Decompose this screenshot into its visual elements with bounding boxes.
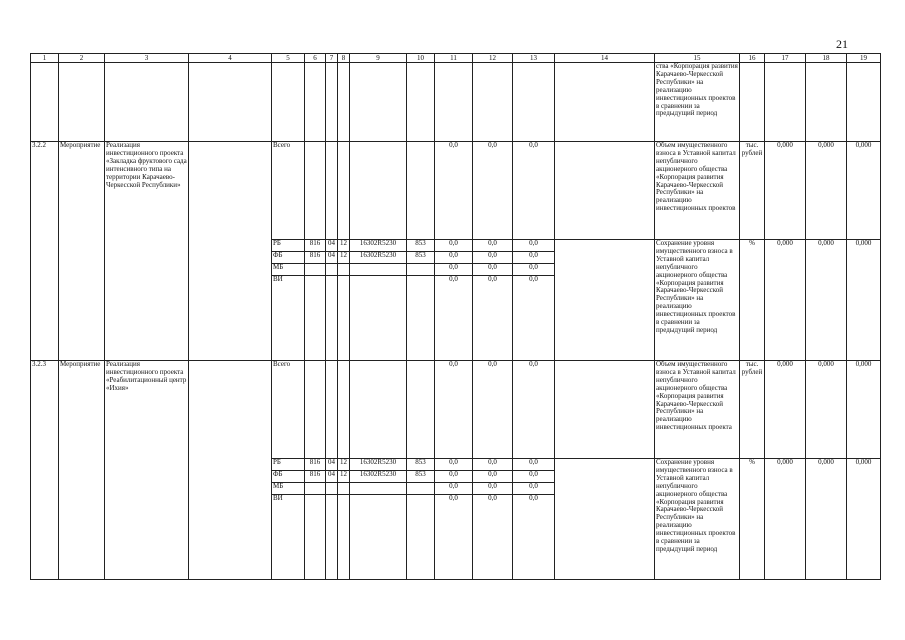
grbs-code: 816 bbox=[305, 459, 326, 471]
indicator-unit: тыс. рублей bbox=[740, 142, 765, 240]
vr-code bbox=[407, 142, 435, 240]
target-year-1: 0,000 bbox=[765, 459, 806, 580]
funding-source: ФБ bbox=[272, 471, 305, 483]
rz-code: 04 bbox=[326, 252, 338, 264]
item-executor bbox=[189, 361, 272, 580]
amount-year-1: 0,0 bbox=[435, 264, 473, 276]
item-code: 3.2.3 bbox=[31, 361, 59, 580]
funding-source: РБ bbox=[272, 459, 305, 471]
amount-year-3: 0,0 bbox=[513, 361, 555, 459]
item-code: 3.2.2 bbox=[31, 142, 59, 361]
pr-code bbox=[338, 495, 350, 580]
amount-year-2: 0,0 bbox=[473, 240, 513, 252]
column-number: 14 bbox=[555, 54, 655, 63]
item-name: Реализация инвестиционного проекта «Реабилитационный центр «Ихия» bbox=[105, 361, 189, 580]
vr-code: 853 bbox=[407, 459, 435, 471]
amount-year-1: 0,0 bbox=[435, 142, 473, 240]
amount-year-1: 0,0 bbox=[435, 459, 473, 471]
table-row bbox=[31, 142, 881, 240]
rz-code: 04 bbox=[326, 471, 338, 483]
column-number: 2 bbox=[59, 54, 105, 63]
amount-year-3: 0,0 bbox=[513, 459, 555, 471]
table-row bbox=[31, 361, 881, 459]
vr-code bbox=[407, 361, 435, 459]
amount-year-1: 0,0 bbox=[435, 361, 473, 459]
funding-source: МБ bbox=[272, 483, 305, 495]
item-executor bbox=[189, 142, 272, 361]
column-number: 6 bbox=[305, 54, 326, 63]
pr-code: 12 bbox=[338, 252, 350, 264]
csr-code bbox=[350, 276, 407, 361]
target-year-1: 0,000 bbox=[765, 142, 806, 240]
column-number: 8 bbox=[338, 54, 350, 63]
rz-code bbox=[326, 264, 338, 276]
csr-code: 16302R5230 bbox=[350, 240, 407, 252]
column-number: 7 bbox=[326, 54, 338, 63]
amount-year-2: 0,0 bbox=[473, 495, 513, 580]
column-number: 17 bbox=[765, 54, 806, 63]
column-number: 18 bbox=[806, 54, 847, 63]
vr-code bbox=[407, 483, 435, 495]
pr-code: 12 bbox=[338, 240, 350, 252]
amount-year-1: 0,0 bbox=[435, 495, 473, 580]
rz-code: 04 bbox=[326, 240, 338, 252]
funding-source: ВИ bbox=[272, 495, 305, 580]
vr-code: 853 bbox=[407, 471, 435, 483]
rz-code bbox=[326, 483, 338, 495]
csr-code bbox=[350, 361, 407, 459]
target-year-2: 0,000 bbox=[806, 240, 847, 361]
grbs-code: 816 bbox=[305, 252, 326, 264]
column-number: 15 bbox=[655, 54, 740, 63]
continuation-row bbox=[31, 63, 881, 142]
amount-year-2: 0,0 bbox=[473, 264, 513, 276]
column-number: 11 bbox=[435, 54, 473, 63]
csr-code: 16302R5230 bbox=[350, 252, 407, 264]
csr-code bbox=[350, 142, 407, 240]
grbs-code bbox=[305, 264, 326, 276]
target-year-3: 0,000 bbox=[847, 361, 881, 459]
grbs-code: 816 bbox=[305, 240, 326, 252]
indicator-name: Сохранение уровня имущественного взноса в Уставной капитал непубличного акционерного общества «Корпорация развития Карачаево-Черкесской Республики» на реализацию инвестиционных проектов в сравнении за предыдущий период bbox=[655, 240, 740, 361]
amount-year-1: 0,0 bbox=[435, 471, 473, 483]
target-year-3: 0,000 bbox=[847, 142, 881, 240]
column-number: 4 bbox=[189, 54, 272, 63]
csr-code bbox=[350, 495, 407, 580]
amount-year-1: 0,0 bbox=[435, 240, 473, 252]
csr-code: 16302R5230 bbox=[350, 471, 407, 483]
funding-source: РБ bbox=[272, 240, 305, 252]
funding-source: МБ bbox=[272, 264, 305, 276]
csr-code: 16302R5230 bbox=[350, 459, 407, 471]
csr-code bbox=[350, 483, 407, 495]
column-number: 12 bbox=[473, 54, 513, 63]
result-column bbox=[555, 240, 655, 361]
indicator-continuation: ства «Корпорация развития Карачаево-Черкесской Республики» на реализацию инвестиционных проектов в сравнении за предыдущий период bbox=[655, 63, 740, 142]
indicator-name: Объем имущественного взноса в Уставной капитал непубличного акционерного общества «Корпорация развития Карачаево-Черкесской Республики» на реализацию инвестиционных проекта bbox=[655, 361, 740, 459]
column-number: 3 bbox=[105, 54, 189, 63]
target-year-2: 0,000 bbox=[806, 459, 847, 580]
amount-year-3: 0,0 bbox=[513, 252, 555, 264]
pr-code bbox=[338, 276, 350, 361]
indicator-name: Сохранение уровня имущественного взноса в Уставной капитал непубличного акционерного общества «Корпорация развития Карачаево-Черкесской Республики» на реализацию инвестиционных проектов в сравнении за предыдущий период bbox=[655, 459, 740, 580]
rz-code bbox=[326, 142, 338, 240]
column-number: 19 bbox=[847, 54, 881, 63]
grbs-code bbox=[305, 361, 326, 459]
target-year-2: 0,000 bbox=[806, 142, 847, 240]
result-column bbox=[555, 459, 655, 580]
funding-source: ФБ bbox=[272, 252, 305, 264]
column-number-row bbox=[31, 54, 881, 63]
pr-code bbox=[338, 142, 350, 240]
amount-year-2: 0,0 bbox=[473, 252, 513, 264]
page-number: 21 bbox=[836, 37, 848, 51]
vr-code bbox=[407, 276, 435, 361]
funding-source: Всего bbox=[272, 142, 305, 240]
grbs-code bbox=[305, 276, 326, 361]
item-name: Реализация инвестиционного проекта «Закладка фруктового сада интенсивного типа на территории Карачаево-Черкесской Республики» bbox=[105, 142, 189, 361]
amount-year-2: 0,0 bbox=[473, 483, 513, 495]
column-number: 16 bbox=[740, 54, 765, 63]
target-year-1: 0,000 bbox=[765, 361, 806, 459]
amount-year-1: 0,0 bbox=[435, 252, 473, 264]
amount-year-1: 0,0 bbox=[435, 276, 473, 361]
rz-code: 04 bbox=[326, 459, 338, 471]
grbs-code: 816 bbox=[305, 471, 326, 483]
amount-year-3: 0,0 bbox=[513, 471, 555, 483]
pr-code: 12 bbox=[338, 459, 350, 471]
funding-source: Всего bbox=[272, 361, 305, 459]
column-number: 1 bbox=[31, 54, 59, 63]
pr-code bbox=[338, 361, 350, 459]
amount-year-3: 0,0 bbox=[513, 495, 555, 580]
column-number: 9 bbox=[350, 54, 407, 63]
grbs-code bbox=[305, 142, 326, 240]
target-year-3: 0,000 bbox=[847, 240, 881, 361]
rz-code bbox=[326, 276, 338, 361]
item-type: Мероприятие bbox=[59, 142, 105, 361]
indicator-name: Объем имущественного взноса в Уставной капитал непубличного акционерного общества «Корпорация развития Карачаево-Черкесской Республики» на реализацию инвестиционных проектов bbox=[655, 142, 740, 240]
vr-code: 853 bbox=[407, 240, 435, 252]
amount-year-3: 0,0 bbox=[513, 264, 555, 276]
vr-code: 853 bbox=[407, 252, 435, 264]
result-column bbox=[555, 142, 655, 240]
vr-code bbox=[407, 495, 435, 580]
amount-year-1: 0,0 bbox=[435, 483, 473, 495]
csr-code bbox=[350, 264, 407, 276]
program-table bbox=[30, 53, 881, 580]
result-column bbox=[555, 361, 655, 459]
amount-year-3: 0,0 bbox=[513, 483, 555, 495]
pr-code bbox=[338, 483, 350, 495]
indicator-unit: тыс. рублей bbox=[740, 361, 765, 459]
amount-year-3: 0,0 bbox=[513, 142, 555, 240]
indicator-unit: % bbox=[740, 240, 765, 361]
grbs-code bbox=[305, 495, 326, 580]
amount-year-2: 0,0 bbox=[473, 142, 513, 240]
target-year-2: 0,000 bbox=[806, 361, 847, 459]
rz-code bbox=[326, 361, 338, 459]
target-year-3: 0,000 bbox=[847, 459, 881, 580]
indicator-unit: % bbox=[740, 459, 765, 580]
amount-year-2: 0,0 bbox=[473, 276, 513, 361]
rz-code bbox=[326, 495, 338, 580]
funding-source: ВИ bbox=[272, 276, 305, 361]
pr-code: 12 bbox=[338, 471, 350, 483]
target-year-1: 0,000 bbox=[765, 240, 806, 361]
amount-year-2: 0,0 bbox=[473, 361, 513, 459]
grbs-code bbox=[305, 483, 326, 495]
vr-code bbox=[407, 264, 435, 276]
amount-year-2: 0,0 bbox=[473, 471, 513, 483]
amount-year-3: 0,0 bbox=[513, 276, 555, 361]
column-number: 10 bbox=[407, 54, 435, 63]
item-type: Мероприятие bbox=[59, 361, 105, 580]
amount-year-2: 0,0 bbox=[473, 459, 513, 471]
pr-code bbox=[338, 264, 350, 276]
amount-year-3: 0,0 bbox=[513, 240, 555, 252]
column-number: 5 bbox=[272, 54, 305, 63]
column-number: 13 bbox=[513, 54, 555, 63]
